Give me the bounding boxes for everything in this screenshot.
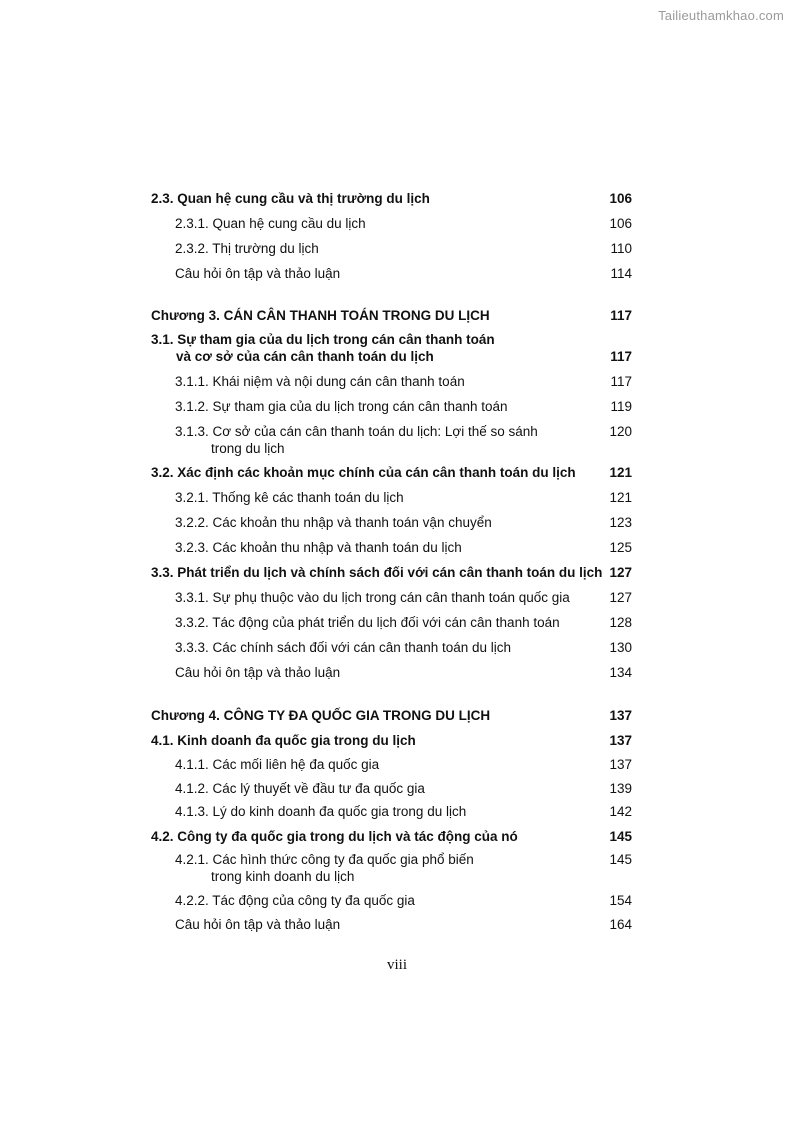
toc-entry-title: 2.3.2. Thị trường du lịch [175,241,319,256]
toc-entry-title: 3.3. Phát triển du lịch và chính sách đối với cán cân thanh toán du lịch [151,565,603,580]
toc-entry-title: 4.2.2. Tác động của công ty đa quốc gia [175,893,415,908]
toc-entry-page: 106 [609,216,632,231]
toc-entry-title: Câu hỏi ôn tập và thảo luận [175,665,341,680]
toc-entry-title: Chương 3. CÁN CÂN THANH TOÁN TRONG DU LỊCH [151,308,490,323]
toc-entry-title: 4.1. Kinh doanh đa quốc gia trong du lịch [151,733,416,748]
toc-entry-page: 137 [609,733,632,748]
toc-entry-page: 123 [609,515,632,530]
toc-entry-title: 3.2.2. Các khoản thu nhập và thanh toán vận chuyển [175,515,492,530]
toc-entry-page: 125 [609,540,632,555]
toc-entry-page: 128 [609,615,632,630]
toc-entry-page: 137 [609,708,632,723]
watermark: Tailieuthamkhao.com [658,8,784,23]
toc-entry-title: 3.1.1. Khái niệm và nội dung cán cân thanh toán [175,374,465,389]
toc-entry-title: 2.3.1. Quan hệ cung cầu du lịch [175,216,366,231]
toc-entry-page: 117 [610,374,632,389]
toc-entry-title-line2: trong du lịch [211,441,285,456]
toc-entry-title: 2.3. Quan hệ cung cầu và thị trường du lịch [151,191,430,206]
toc-entry-title: 4.1.1. Các mối liên hệ đa quốc gia [175,757,380,772]
toc-entry-title: 4.2. Công ty đa quốc gia trong du lịch và tác động của nó [151,829,518,844]
toc-entry-page: 110 [610,241,632,256]
toc-entry-page: 120 [609,424,632,439]
toc-entry-page: 142 [609,804,632,819]
toc-entry-page: 127 [609,565,632,580]
toc-entry-title: 3.2.1. Thống kê các thanh toán du lịch [175,490,404,505]
toc-entry-page: 130 [609,640,632,655]
toc-entry-title: 3.3.2. Tác động của phát triển du lịch đối với cán cân thanh toán [175,615,560,630]
toc-entry-page: 117 [610,349,632,364]
toc-entry-title-line2: và cơ sở của cán cân thanh toán du lịch [176,349,434,364]
toc-entry-title: 3.1.2. Sự tham gia của du lịch trong cán cân thanh toán [175,399,508,414]
toc-entry-title: 4.1.3. Lý do kinh doanh đa quốc gia trong du lịch [175,804,467,819]
toc-entry-page: 145 [609,852,632,867]
toc-entry-page: 145 [609,829,632,844]
toc-entry-page: 114 [610,266,632,281]
toc-entry-page: 119 [610,399,632,414]
toc-entry-page: 121 [609,490,632,505]
toc-entry-title-line1: 3.1.3. Cơ sở của cán cân thanh toán du lịch: Lợi thế so sánh [175,424,538,439]
toc-entry-title [175,423,538,457]
toc-entry-title: 4.1.2. Các lý thuyết về đầu tư đa quốc gia [175,781,425,796]
toc-entry-title: 3.3.1. Sự phụ thuộc vào du lịch trong cán cân thanh toán quốc gia [175,590,570,605]
toc-entry-page: 121 [609,465,632,480]
toc-entry-page: 134 [609,665,632,680]
toc-entry-title: 3.3.3. Các chính sách đối với cán cân thanh toán du lịch [175,640,512,655]
toc-entry-title: 3.2. Xác định các khoản mục chính của cán cân thanh toán du lịch [151,465,576,480]
toc-entry-title: Câu hỏi ôn tập và thảo luận [175,917,341,932]
toc-entry-title: Chương 4. CÔNG TY ĐA QUỐC GIA TRONG DU LỊCH [151,708,491,723]
toc-entry-page: 117 [610,308,632,323]
page-number: viii [386,957,407,973]
toc-entry-title-line2: trong kinh doanh du lịch [211,869,355,884]
toc-entry-page: 139 [609,781,632,796]
toc-entry-title-line1: 4.2.1. Các hình thức công ty đa quốc gia phổ biến [175,852,474,867]
toc-entry-title-line1: 3.1. Sự tham gia của du lịch trong cán cân thanh toán [151,332,495,347]
toc-entry-page: 164 [609,917,632,932]
toc-entry-page: 106 [609,191,632,206]
toc-entry-page: 154 [609,893,632,908]
toc-entry-title: Câu hỏi ôn tập và thảo luận [175,266,341,281]
toc-entry-title: 3.2.3. Các khoản thu nhập và thanh toán du lịch [175,540,462,555]
toc-entry-title [151,331,495,365]
toc-entry-page: 127 [609,590,632,605]
toc-entry-page: 137 [609,757,632,772]
toc-entry-title [175,851,474,885]
